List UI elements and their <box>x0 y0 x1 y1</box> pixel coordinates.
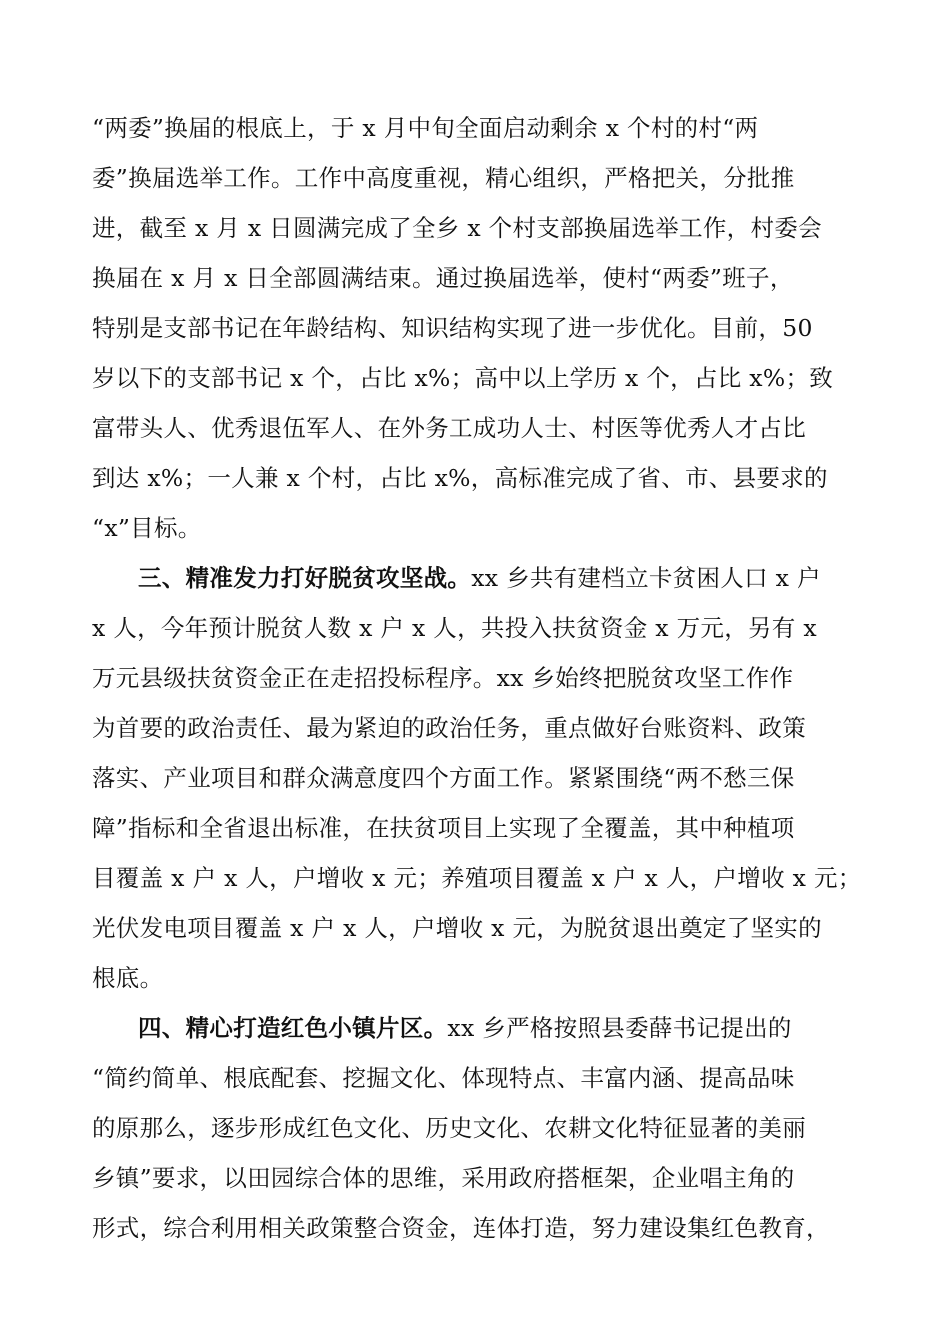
text-line: 落实、产业项目和群众满意度四个方面工作。紧紧围绕“两不愁三保 <box>92 764 795 792</box>
section-3-first-line-text: xx 乡共有建档立卡贫困人口 x 户 <box>471 564 821 592</box>
text-line: 障”指标和全省退出标准，在扶贫项目上实现了全覆盖，其中种植项 <box>92 814 795 842</box>
section-4-first-line <box>138 1013 792 1043</box>
text-line: 目覆盖 x 户 x 人，户增收 x 元；养殖项目覆盖 x 户 x 人，户增收 x 元； <box>92 864 862 892</box>
text-line: 乡镇”要求，以田园综合体的思维，采用政府搭框架，企业唱主角的 <box>92 1164 795 1192</box>
text-line: 进，截至 x 月 x 日圆满完成了全乡 x 个村支部换届选举工作，村委会 <box>92 214 822 242</box>
text-line: 形式，综合利用相关政策整合资金，连体打造，努力建设集红色教育， <box>92 1214 830 1242</box>
text-line: 岁以下的支部书记 x 个，占比 x%；高中以上学历 x 个，占比 x%；致 <box>92 364 834 392</box>
section-3-first-line <box>138 563 821 593</box>
text-line: 的原那么，逐步形成红色文化、历史文化、农耕文化特征显著的美丽 <box>92 1114 806 1142</box>
text-line: “两委”换届的根底上，于 x 月中旬全面启动剩余 x 个村的村“两 <box>92 114 759 142</box>
text-line: 根底。 <box>92 964 164 992</box>
text-line: 到达 x%；一人兼 x 个村，占比 x%，高标准完成了省、市、县要求的 <box>92 464 828 492</box>
text-line: 换届在 x 月 x 日全部圆满结束。通过换届选举，使村“两委”班子， <box>92 264 794 292</box>
section-4-heading: 四、精心打造红色小镇片区。 <box>138 1014 448 1042</box>
text-line: 光伏发电项目覆盖 x 户 x 人，户增收 x 元，为脱贫退出奠定了坚实的 <box>92 914 822 942</box>
section-3-heading: 三、精准发力打好脱贫攻坚战。 <box>138 564 472 592</box>
text-line: “简约简单、根底配套、挖掘文化、体现特点、丰富内涵、提高品味 <box>92 1064 795 1092</box>
section-4-first-line-text: xx 乡严格按照县委薛书记提出的 <box>447 1014 792 1042</box>
text-line: “x”目标。 <box>92 514 202 542</box>
text-line: 富带头人、优秀退伍军人、在外务工成功人士、村医等优秀人才占比 <box>92 414 806 442</box>
text-line: 特别是支部书记在年龄结构、知识结构实现了进一步优化。目前，50 <box>92 314 813 342</box>
text-line: 委”换届选举工作。工作中高度重视，精心组织，严格把关，分批推 <box>92 164 795 192</box>
text-line: 为首要的政治责任、最为紧迫的政治任务，重点做好台账资料、政策 <box>92 714 806 742</box>
text-line: 万元县级扶贫资金正在走招投标程序。xx 乡始终把脱贫攻坚工作作 <box>92 664 794 692</box>
text-line: x 人，今年预计脱贫人数 x 户 x 人，共投入扶贫资金 x 万元，另有 x <box>92 614 817 642</box>
